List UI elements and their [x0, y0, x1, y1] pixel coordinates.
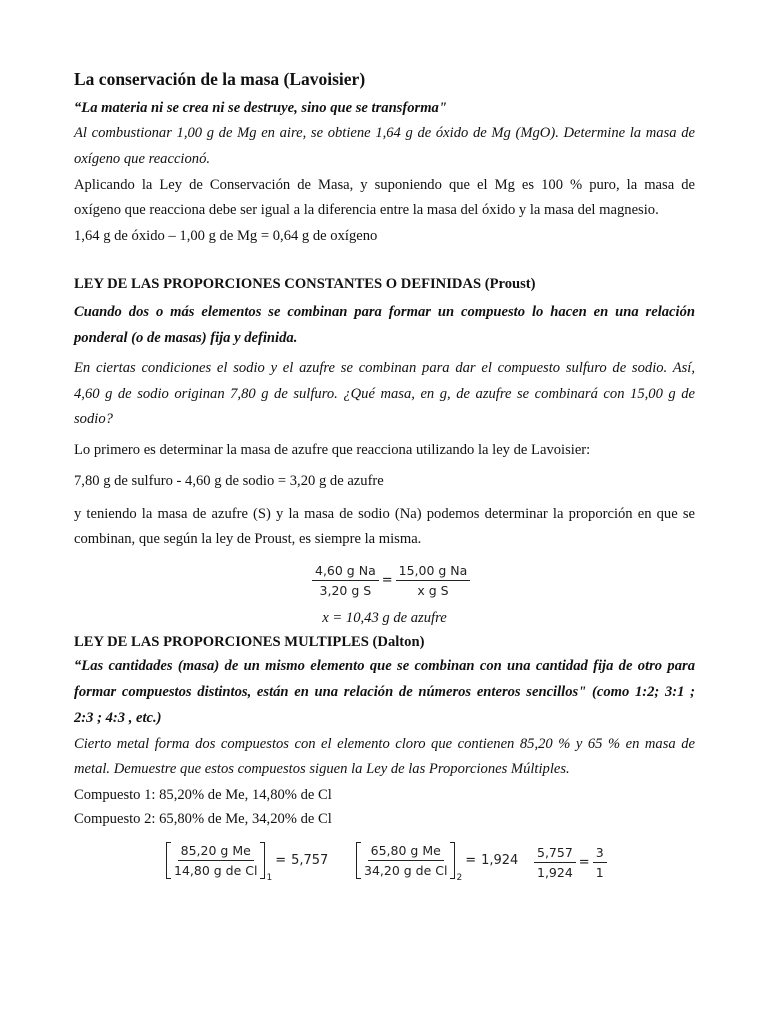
ratio-result: 5,757 [291, 853, 329, 868]
dalton-problem-line2: metal. Demuestre que estos compuestos siguen la Ley de las Proporciones Múltiples. [74, 761, 570, 777]
denominator: x g S [417, 583, 449, 598]
equals-sign: = [275, 853, 287, 868]
dalton-law-line3: 2:3 ; 4:3 , etc.) [74, 710, 162, 726]
numerator: 5,757 [534, 844, 576, 863]
equals-sign: = [578, 855, 590, 870]
subscript: 1 [266, 873, 273, 883]
fraction [593, 844, 607, 881]
dalton-compound2: Compuesto 2: 65,80% de Me, 34,20% de Cl [74, 811, 332, 827]
proust-law-line2: ponderal (o de masas) fija y definida. [74, 330, 298, 346]
bracket [356, 842, 455, 879]
equals-sign: = [465, 853, 477, 868]
dalton-title: LEY DE LAS PROPORCIONES MULTIPLES (Dalton) [74, 634, 425, 650]
lavoisier-explanation-line1: Aplicando la Ley de Conservación de Masa, y suponiendo que el Mg es 100 % puro, la masa de [74, 177, 695, 193]
dalton-law-line2: formar compuestos distintos, están en una relación de números enteros sencillos" (como 1:2; 3:1 ; [74, 684, 695, 700]
dalton-ratio-1 [166, 842, 329, 883]
lavoisier-explanation-line2: oxígeno que reacciona debe ser igual a la diferencia entre la masa del óxido y la masa del magnesio. [74, 202, 659, 218]
denominator: 14,80 g de Cl [174, 863, 258, 878]
numerator: 3 [593, 844, 607, 863]
proust-calculation: 7,80 g de sulfuro - 4,60 g de sodio = 3,20 g de azufre [74, 473, 384, 489]
dalton-ratio-comparison [534, 844, 607, 881]
dalton-compound1: Compuesto 1: 85,20% de Me, 14,80% de Cl [74, 787, 332, 803]
lavoisier-problem-line1: Al combustionar 1,00 g de Mg en aire, se obtiene 1,64 g de óxido de Mg (MgO). Determine la masa de [74, 125, 695, 141]
denominator: 1,924 [537, 865, 573, 880]
lavoisier-title: La conservación de la masa (Lavoisier) [74, 69, 366, 89]
dalton-problem-line1: Cierto metal forma dos compuestos con el elemento cloro que contienen 85,20 % y 65 % en masa de [74, 736, 695, 752]
proust-problem-line2: 4,60 g de sodio originan 7,80 g de sulfuro. ¿Qué masa, en g, de azufre se combinará con 15,00 g de [74, 386, 695, 402]
fraction [396, 562, 471, 599]
proust-step2-line2: combinan, que según la ley de Proust, es siempre la misma. [74, 531, 422, 547]
fraction [171, 842, 260, 879]
ratio-result: 1,924 [481, 853, 519, 868]
fraction [534, 844, 576, 881]
denominator: 1 [595, 865, 604, 880]
proust-result: x = 10,43 g de azufre [322, 610, 447, 626]
proust-step2-line1: y teniendo la masa de azufre (S) y la masa de sodio (Na) podemos determinar la proporción en que se [74, 506, 695, 522]
denominator: 3,20 g S [319, 583, 372, 598]
fraction [361, 842, 450, 879]
equals-sign: = [381, 573, 393, 588]
bracket [166, 842, 265, 879]
numerator: 4,60 g Na [312, 562, 379, 581]
proust-problem-line3: sodio? [74, 411, 113, 427]
numerator: 15,00 g Na [396, 562, 471, 581]
numerator: 85,20 g Me [178, 842, 254, 861]
numerator: 65,80 g Me [368, 842, 444, 861]
fraction [312, 562, 379, 599]
lavoisier-quote: “La materia ni se crea ni se destruye, sino que se transforma" [74, 100, 447, 116]
denominator: 34,20 g de Cl [364, 863, 448, 878]
lavoisier-problem-line2: oxígeno que reaccionó. [74, 151, 211, 167]
lavoisier-calculation: 1,64 g de óxido – 1,00 g de Mg = 0,64 g de oxígeno [74, 228, 378, 244]
proust-law-line1: Cuando dos o más elementos se combinan para formar un compuesto lo hacen en una relación [74, 304, 695, 320]
proust-step1: Lo primero es determinar la masa de azufre que reacciona utilizando la ley de Lavoisier: [74, 442, 591, 458]
dalton-law-line1: “Las cantidades (masa) de un mismo elemento que se combinan con una cantidad fija de otro para [74, 658, 695, 674]
subscript: 2 [456, 873, 463, 883]
proust-problem-line1: En ciertas condiciones el sodio y el azufre se combinan para dar el compuesto sulfuro de sodio. Así, [74, 360, 695, 376]
dalton-ratio-2 [356, 842, 519, 883]
proust-title: LEY DE LAS PROPORCIONES CONSTANTES O DEFINIDAS (Proust) [74, 276, 536, 292]
proust-ratio-equation [312, 562, 470, 599]
